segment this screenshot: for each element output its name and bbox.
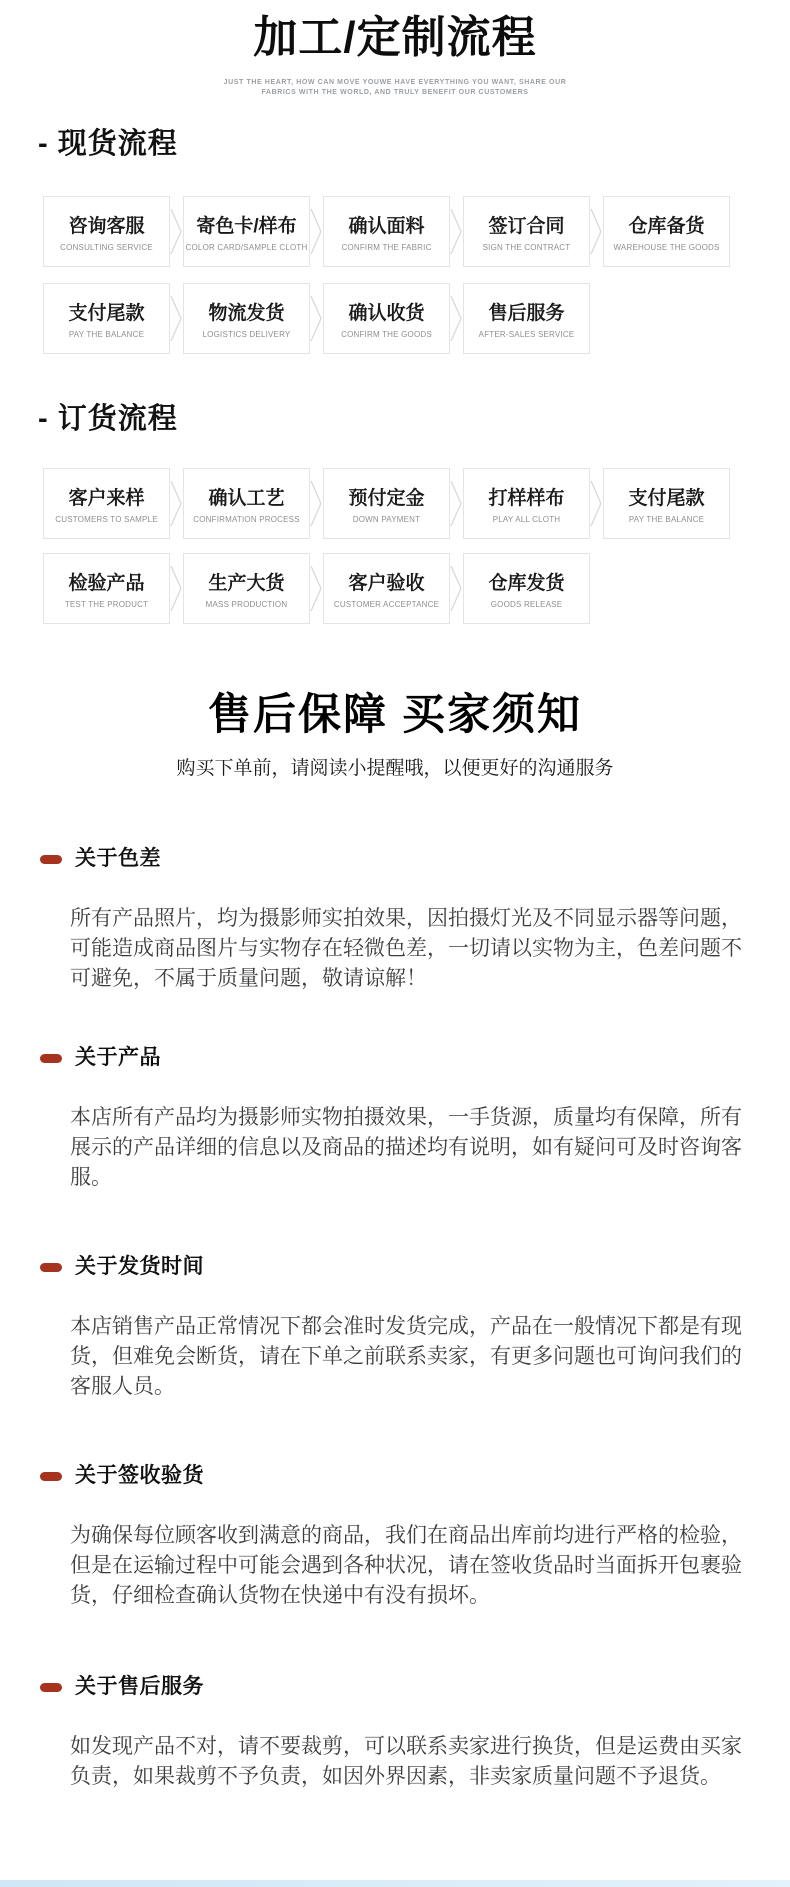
section-body: 如发现产品不对，请不要裁剪，可以联系卖家进行换货，但是运费由买家负责，如果裁剪不予负责，如因外界因素，非卖家质量问题不予退货。 (70, 1735, 742, 1788)
spot-flow-row-1 (43, 196, 790, 267)
notice-section-product (40, 1046, 750, 1193)
process-flow-title: 加工/定制流程 (253, 13, 537, 62)
step-label-zh: 支付尾款 (628, 488, 705, 509)
flow-step (43, 196, 170, 267)
step-label-zh: 仓库发货 (488, 573, 565, 594)
flow-step (603, 196, 730, 267)
flow-step (183, 283, 310, 354)
flow-step (463, 283, 590, 354)
step-label-en: PAY THE BALANCE (628, 515, 705, 524)
step-label-zh: 预付定金 (348, 488, 425, 509)
notice-section-inspection (40, 1464, 750, 1611)
step-label-en: CONFIRM THE GOODS (341, 330, 432, 339)
flow-arrow-icon (310, 468, 323, 539)
step-label-zh: 客户验收 (348, 573, 425, 594)
step-label-en: CONFIRMATION PROCESS (193, 515, 300, 524)
step-label-zh: 仓库备货 (628, 216, 705, 237)
section-body: 所有产品照片，均为摄影师实拍效果，因拍摄灯光及不同显示器等问题，可能造成商品图片与实物存在轻微色差，一切请以实物为主，色差问题不可避免，不属于质量问题，敬请谅解！ (70, 907, 742, 990)
step-label-en: LOGISTICS DELIVERY (202, 330, 291, 339)
order-flow-row-1 (43, 468, 790, 539)
flow-arrow-icon (170, 196, 183, 267)
order-goods-flow-heading: - 订货流程 (38, 403, 178, 435)
section-body: 本店销售产品正常情况下都会准时发货完成，产品在一般情况下都是有现货，但难免会断货，请在下单之前联系卖家，有更多问题也可询问我们的客服人员。 (70, 1315, 742, 1398)
flow-step (183, 553, 310, 624)
red-dash-marker (40, 1683, 62, 1692)
flow-arrow-icon (310, 283, 323, 354)
step-label-en: PAY THE BALANCE (68, 330, 145, 339)
step-label-zh: 生产大货 (208, 573, 285, 594)
step-label-zh: 支付尾款 (68, 303, 145, 324)
red-dash-marker (40, 1054, 62, 1063)
flow-step (183, 196, 310, 267)
section-head (40, 847, 750, 871)
flow-arrow-icon (450, 468, 463, 539)
step-label-en: GOODS RELEASE (490, 600, 563, 609)
flow-step (43, 283, 170, 354)
spot-goods-flow-heading: - 现货流程 (38, 128, 178, 160)
section-body: 为确保每位顾客收到满意的商品，我们在商品出库前均进行严格的检验，但是在运输过程中可能会遇到各种状况，请在签收货品时当面拆开包裹验货，仔细检查确认货物在快递中有没有损坏。 (70, 1524, 742, 1607)
flow-step (463, 196, 590, 267)
flow-arrow-icon (450, 283, 463, 354)
flow-arrow-icon (450, 196, 463, 267)
flow-arrow-icon (170, 553, 183, 624)
step-label-en: COLOR CARD/SAMPLE CLOTH (185, 243, 308, 252)
step-label-zh: 售后服务 (488, 303, 565, 324)
flow-step (323, 196, 450, 267)
spot-flow-row-2 (43, 283, 790, 354)
step-label-zh: 签订合同 (488, 216, 565, 237)
step-label-en: MASS PRODUCTION (205, 600, 288, 609)
step-label-en: DOWN PAYMENT (352, 515, 421, 524)
step-label-en: CONFIRM THE FABRIC (341, 243, 432, 252)
flow-step (183, 468, 310, 539)
flow-arrow-icon (170, 468, 183, 539)
step-label-zh: 客户来样 (68, 488, 145, 509)
section-title: 关于售后服务 (75, 1675, 204, 1698)
step-label-zh: 确认面料 (348, 216, 425, 237)
order-flow-row-2 (43, 553, 790, 624)
section-head (40, 1464, 750, 1488)
step-label-zh: 确认工艺 (208, 488, 285, 509)
notice-section-color-difference (40, 847, 750, 994)
section-head (40, 1046, 750, 1070)
section-body: 本店所有产品均为摄影师实物拍摄效果，一手货源，质量均有保障，所有展示的产品详细的信息以及商品的描述均有说明，如有疑问可及时咨询客服。 (70, 1106, 742, 1189)
flow-arrow-icon (170, 283, 183, 354)
step-label-en: CONSULTING SERVICE (60, 243, 153, 252)
step-label-en: SIGN THE CONTRACT (482, 243, 571, 252)
footer-strip (0, 1880, 790, 1887)
step-label-zh: 确认收货 (348, 303, 425, 324)
flow-arrow-icon (590, 196, 603, 267)
header-caption-line2: FABRICS WITH THE WORLD, AND TRULY BENEFIT OUR CUSTOMERS (261, 89, 529, 96)
flow-step (323, 468, 450, 539)
flow-step (463, 553, 590, 624)
step-label-en: CUSTOMERS TO SAMPLE (55, 515, 158, 524)
flow-arrow-icon (590, 468, 603, 539)
flow-arrow-icon (450, 553, 463, 624)
notice-section-aftersales-service (40, 1675, 750, 1792)
red-dash-marker (40, 855, 62, 864)
step-label-zh: 寄色卡/样布 (196, 216, 297, 237)
flow-arrow-icon (310, 553, 323, 624)
header-caption-line1: JUST THE HEART, HOW CAN MOVE YOUWE HAVE EVERYTHING YOU WANT, SHARE OUR (223, 79, 567, 86)
flow-step (43, 468, 170, 539)
step-label-zh: 咨询客服 (68, 216, 145, 237)
step-label-zh: 检验产品 (68, 573, 145, 594)
step-label-en: TEST THE PRODUCT (64, 600, 149, 609)
step-label-zh: 打样样布 (488, 488, 565, 509)
step-label-en: AFTER-SALES SERVICE (478, 330, 575, 339)
red-dash-marker (40, 1472, 62, 1481)
flow-step (323, 553, 450, 624)
aftersales-subtitle: 购买下单前，请阅读小提醒哦，以便更好的沟通服务 (176, 758, 614, 779)
notice-section-delivery-time (40, 1255, 750, 1402)
red-dash-marker (40, 1263, 62, 1272)
section-title: 关于色差 (75, 847, 161, 870)
step-label-en: PLAY ALL CLOTH (492, 515, 561, 524)
step-label-zh: 物流发货 (208, 303, 285, 324)
section-title: 关于产品 (75, 1046, 161, 1069)
flow-step (43, 553, 170, 624)
step-label-en: WAREHOUSE THE GOODS (613, 243, 720, 252)
flow-step (463, 468, 590, 539)
aftersales-title: 售后保障 买家须知 (208, 691, 582, 739)
flow-step (603, 468, 730, 539)
section-title: 关于发货时间 (75, 1255, 204, 1278)
section-head (40, 1675, 750, 1699)
step-label-en: CUSTOMER ACCEPTANCE (333, 600, 440, 609)
section-title: 关于签收验货 (75, 1464, 204, 1487)
section-head (40, 1255, 750, 1279)
flow-step (323, 283, 450, 354)
header-caption (0, 78, 790, 98)
flow-arrow-icon (310, 196, 323, 267)
